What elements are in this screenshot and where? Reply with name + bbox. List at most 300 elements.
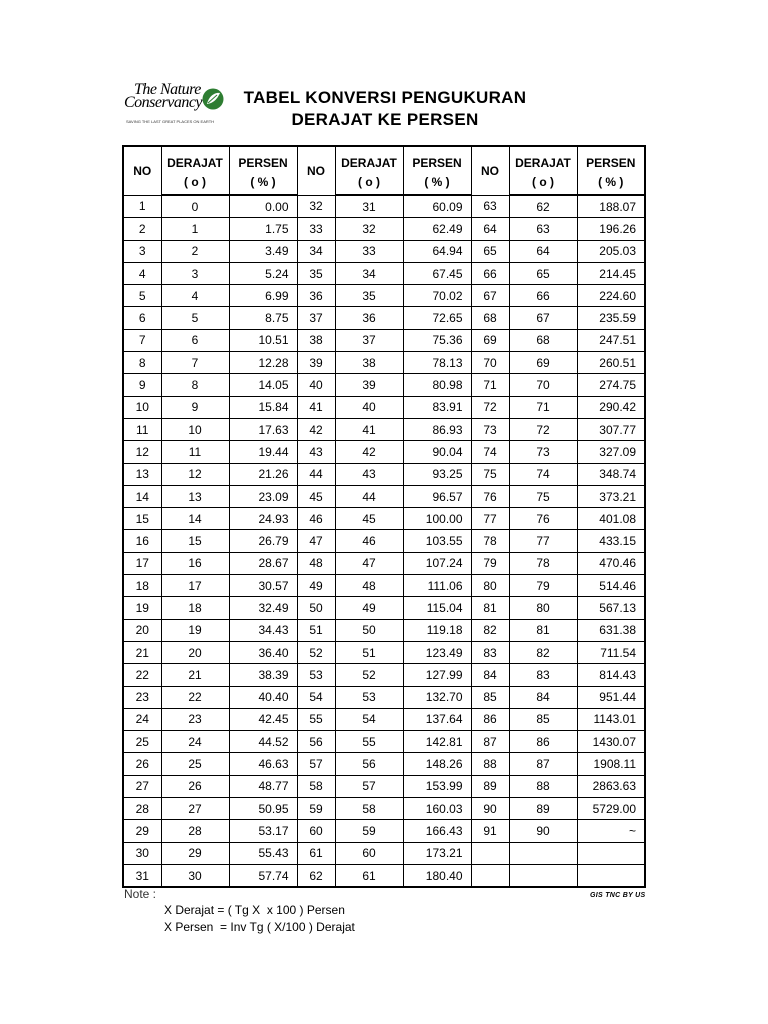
logo-tagline: SAVING THE LAST GREAT PLACES ON EARTH xyxy=(126,119,215,124)
cell-no: 67 xyxy=(471,285,509,307)
cell-persen: 24.93 xyxy=(229,508,297,530)
table-row xyxy=(123,329,645,351)
cell-derajat: 27 xyxy=(161,798,229,820)
table-row xyxy=(123,352,645,374)
cell-derajat: 60 xyxy=(335,842,403,864)
cell-no: 30 xyxy=(123,842,161,864)
cell-no: 64 xyxy=(471,218,509,240)
table-row xyxy=(123,753,645,775)
cell-persen: 8.75 xyxy=(229,307,297,329)
cell-derajat: 34 xyxy=(335,262,403,284)
cell-no: 1 xyxy=(123,195,161,218)
header-persen-unit: ( % ) xyxy=(403,170,471,195)
cell-persen: 5.24 xyxy=(229,262,297,284)
cell-derajat: 22 xyxy=(161,686,229,708)
table-row xyxy=(123,307,645,329)
cell-no: 66 xyxy=(471,262,509,284)
cell-persen: 93.25 xyxy=(403,463,471,485)
table-row xyxy=(123,552,645,574)
table-row xyxy=(123,262,645,284)
cell-no: 32 xyxy=(297,195,335,218)
cell-no: 40 xyxy=(297,374,335,396)
cell-persen: 166.43 xyxy=(403,820,471,842)
page-title xyxy=(224,87,546,131)
cell-no: 11 xyxy=(123,418,161,440)
cell-derajat: 20 xyxy=(161,641,229,663)
cell-no: 79 xyxy=(471,552,509,574)
cell-persen: 48.77 xyxy=(229,775,297,797)
cell-no: 29 xyxy=(123,820,161,842)
cell-persen: 1908.11 xyxy=(577,753,645,775)
cell-persen: 142.81 xyxy=(403,731,471,753)
cell-persen: 514.46 xyxy=(577,575,645,597)
table-row xyxy=(123,195,645,218)
cell-persen: 67.45 xyxy=(403,262,471,284)
header-derajat: DERAJAT xyxy=(161,146,229,170)
cell-derajat: 7 xyxy=(161,352,229,374)
cell-persen: 14.05 xyxy=(229,374,297,396)
table-row xyxy=(123,686,645,708)
cell-persen: 36.40 xyxy=(229,641,297,663)
cell-derajat: 1 xyxy=(161,218,229,240)
cell-no: 35 xyxy=(297,262,335,284)
cell-persen: 470.46 xyxy=(577,552,645,574)
cell-derajat: 85 xyxy=(509,708,577,730)
cell-no: 51 xyxy=(297,619,335,641)
cell-derajat xyxy=(509,864,577,887)
cell-no: 45 xyxy=(297,485,335,507)
cell-persen: 173.21 xyxy=(403,842,471,864)
cell-derajat: 59 xyxy=(335,820,403,842)
cell-no: 77 xyxy=(471,508,509,530)
cell-derajat: 15 xyxy=(161,530,229,552)
cell-no: 61 xyxy=(297,842,335,864)
cell-derajat: 66 xyxy=(509,285,577,307)
header-derajat: DERAJAT xyxy=(509,146,577,170)
cell-derajat: 35 xyxy=(335,285,403,307)
cell-derajat: 53 xyxy=(335,686,403,708)
cell-persen: 44.52 xyxy=(229,731,297,753)
cell-derajat: 62 xyxy=(509,195,577,218)
header-no: NO xyxy=(471,146,509,195)
cell-derajat: 45 xyxy=(335,508,403,530)
cell-no: 52 xyxy=(297,641,335,663)
cell-no: 19 xyxy=(123,597,161,619)
cell-persen: 433.15 xyxy=(577,530,645,552)
cell-derajat: 13 xyxy=(161,485,229,507)
cell-no: 82 xyxy=(471,619,509,641)
cell-no: 8 xyxy=(123,352,161,374)
header-persen-unit: ( % ) xyxy=(229,170,297,195)
logo-text-line1: The Nature xyxy=(134,81,201,98)
title-line2: DERAJAT KE PERSEN xyxy=(291,110,479,129)
header-derajat-unit: ( o ) xyxy=(161,170,229,195)
cell-no: 24 xyxy=(123,708,161,730)
cell-derajat: 10 xyxy=(161,418,229,440)
cell-persen: 327.09 xyxy=(577,441,645,463)
cell-persen: 373.21 xyxy=(577,485,645,507)
cell-no: 68 xyxy=(471,307,509,329)
cell-persen: 401.08 xyxy=(577,508,645,530)
cell-derajat: 39 xyxy=(335,374,403,396)
cell-no: 12 xyxy=(123,441,161,463)
cell-no: 63 xyxy=(471,195,509,218)
cell-no: 31 xyxy=(123,864,161,887)
cell-derajat: 12 xyxy=(161,463,229,485)
header-persen: PERSEN xyxy=(577,146,645,170)
header-derajat-unit: ( o ) xyxy=(509,170,577,195)
cell-derajat: 14 xyxy=(161,508,229,530)
cell-persen: 21.26 xyxy=(229,463,297,485)
cell-no: 38 xyxy=(297,329,335,351)
cell-derajat: 17 xyxy=(161,575,229,597)
cell-persen: 26.79 xyxy=(229,530,297,552)
header-persen: PERSEN xyxy=(229,146,297,170)
cell-no: 28 xyxy=(123,798,161,820)
cell-persen: 23.09 xyxy=(229,485,297,507)
cell-derajat: 9 xyxy=(161,396,229,418)
header-persen: PERSEN xyxy=(403,146,471,170)
cell-no: 34 xyxy=(297,240,335,262)
cell-persen: 160.03 xyxy=(403,798,471,820)
cell-persen: 34.43 xyxy=(229,619,297,641)
cell-no: 33 xyxy=(297,218,335,240)
cell-no: 58 xyxy=(297,775,335,797)
title-line1: TABEL KONVERSI PENGUKURAN xyxy=(243,88,527,107)
table-row xyxy=(123,441,645,463)
cell-no: 7 xyxy=(123,329,161,351)
cell-persen: 307.77 xyxy=(577,418,645,440)
cell-persen: 153.99 xyxy=(403,775,471,797)
cell-persen: 62.49 xyxy=(403,218,471,240)
cell-persen: 290.42 xyxy=(577,396,645,418)
cell-derajat: 44 xyxy=(335,485,403,507)
cell-no: 72 xyxy=(471,396,509,418)
cell-no: 6 xyxy=(123,307,161,329)
cell-derajat: 81 xyxy=(509,619,577,641)
cell-derajat: 58 xyxy=(335,798,403,820)
cell-no: 18 xyxy=(123,575,161,597)
cell-persen: 814.43 xyxy=(577,664,645,686)
table-row xyxy=(123,641,645,663)
cell-no: 41 xyxy=(297,396,335,418)
cell-persen: 83.91 xyxy=(403,396,471,418)
cell-persen: 235.59 xyxy=(577,307,645,329)
table-row xyxy=(123,463,645,485)
cell-persen: 567.13 xyxy=(577,597,645,619)
cell-no: 78 xyxy=(471,530,509,552)
cell-derajat: 46 xyxy=(335,530,403,552)
table-row xyxy=(123,485,645,507)
table-row xyxy=(123,775,645,797)
cell-derajat: 2 xyxy=(161,240,229,262)
cell-derajat: 57 xyxy=(335,775,403,797)
cell-persen: 6.99 xyxy=(229,285,297,307)
cell-persen: 0.00 xyxy=(229,195,297,218)
cell-no: 65 xyxy=(471,240,509,262)
cell-persen: 951.44 xyxy=(577,686,645,708)
table-row xyxy=(123,597,645,619)
cell-no: 36 xyxy=(297,285,335,307)
cell-persen: 15.84 xyxy=(229,396,297,418)
cell-derajat: 61 xyxy=(335,864,403,887)
cell-no: 44 xyxy=(297,463,335,485)
header-row xyxy=(123,146,645,170)
cell-no: 80 xyxy=(471,575,509,597)
cell-no: 59 xyxy=(297,798,335,820)
cell-no: 90 xyxy=(471,798,509,820)
cell-derajat: 78 xyxy=(509,552,577,574)
cell-derajat: 65 xyxy=(509,262,577,284)
cell-derajat: 24 xyxy=(161,731,229,753)
cell-no: 70 xyxy=(471,352,509,374)
cell-persen: 100.00 xyxy=(403,508,471,530)
cell-persen: 86.93 xyxy=(403,418,471,440)
cell-no: 5 xyxy=(123,285,161,307)
cell-persen: 75.36 xyxy=(403,329,471,351)
cell-no: 23 xyxy=(123,686,161,708)
cell-persen: 196.26 xyxy=(577,218,645,240)
cell-persen: 224.60 xyxy=(577,285,645,307)
cell-persen: 127.99 xyxy=(403,664,471,686)
cell-no: 2 xyxy=(123,218,161,240)
cell-derajat: 41 xyxy=(335,418,403,440)
cell-no: 91 xyxy=(471,820,509,842)
cell-no: 83 xyxy=(471,641,509,663)
cell-persen xyxy=(577,842,645,864)
cell-no: 21 xyxy=(123,641,161,663)
cell-derajat: 70 xyxy=(509,374,577,396)
cell-derajat: 50 xyxy=(335,619,403,641)
cell-no: 16 xyxy=(123,530,161,552)
cell-persen: 119.18 xyxy=(403,619,471,641)
cell-derajat: 75 xyxy=(509,485,577,507)
cell-derajat: 56 xyxy=(335,753,403,775)
cell-no: 48 xyxy=(297,552,335,574)
cell-no: 42 xyxy=(297,418,335,440)
cell-no: 56 xyxy=(297,731,335,753)
cell-persen: 137.64 xyxy=(403,708,471,730)
cell-no: 49 xyxy=(297,575,335,597)
cell-no: 47 xyxy=(297,530,335,552)
cell-no: 84 xyxy=(471,664,509,686)
cell-no: 54 xyxy=(297,686,335,708)
table-row xyxy=(123,731,645,753)
cell-derajat: 40 xyxy=(335,396,403,418)
cell-derajat: 80 xyxy=(509,597,577,619)
cell-no: 71 xyxy=(471,374,509,396)
cell-no: 26 xyxy=(123,753,161,775)
cell-no: 62 xyxy=(297,864,335,887)
cell-no: 74 xyxy=(471,441,509,463)
cell-persen: 40.40 xyxy=(229,686,297,708)
cell-derajat xyxy=(509,842,577,864)
cell-persen: 103.55 xyxy=(403,530,471,552)
cell-no: 53 xyxy=(297,664,335,686)
cell-derajat: 19 xyxy=(161,619,229,641)
cell-derajat: 6 xyxy=(161,329,229,351)
cell-persen: 107.24 xyxy=(403,552,471,574)
cell-derajat: 30 xyxy=(161,864,229,887)
cell-no: 85 xyxy=(471,686,509,708)
cell-no: 50 xyxy=(297,597,335,619)
cell-persen: 123.49 xyxy=(403,641,471,663)
cell-derajat: 86 xyxy=(509,731,577,753)
cell-persen: 60.09 xyxy=(403,195,471,218)
cell-persen: 55.43 xyxy=(229,842,297,864)
credit-text: GIS TNC BY US xyxy=(590,892,646,899)
cell-derajat: 51 xyxy=(335,641,403,663)
table-row xyxy=(123,418,645,440)
cell-no: 27 xyxy=(123,775,161,797)
cell-persen: 148.26 xyxy=(403,753,471,775)
header-derajat-unit: ( o ) xyxy=(335,170,403,195)
header-unit-row xyxy=(123,170,645,195)
cell-persen: ~ xyxy=(577,820,645,842)
header-persen-unit: ( % ) xyxy=(577,170,645,195)
cell-derajat: 29 xyxy=(161,842,229,864)
cell-persen: 30.57 xyxy=(229,575,297,597)
cell-persen: 17.63 xyxy=(229,418,297,440)
cell-derajat: 90 xyxy=(509,820,577,842)
cell-no: 43 xyxy=(297,441,335,463)
cell-no: 86 xyxy=(471,708,509,730)
cell-derajat: 83 xyxy=(509,664,577,686)
cell-derajat: 82 xyxy=(509,641,577,663)
table-row xyxy=(123,664,645,686)
cell-persen: 260.51 xyxy=(577,352,645,374)
cell-persen: 46.63 xyxy=(229,753,297,775)
table-row xyxy=(123,842,645,864)
cell-derajat: 48 xyxy=(335,575,403,597)
cell-persen: 5729.00 xyxy=(577,798,645,820)
cell-no: 22 xyxy=(123,664,161,686)
cell-persen: 3.49 xyxy=(229,240,297,262)
cell-no: 4 xyxy=(123,262,161,284)
cell-no: 20 xyxy=(123,619,161,641)
cell-no: 46 xyxy=(297,508,335,530)
cell-persen: 19.44 xyxy=(229,441,297,463)
cell-no xyxy=(471,842,509,864)
cell-derajat: 16 xyxy=(161,552,229,574)
cell-derajat: 33 xyxy=(335,240,403,262)
table-row xyxy=(123,575,645,597)
cell-persen: 10.51 xyxy=(229,329,297,351)
cell-derajat: 26 xyxy=(161,775,229,797)
cell-persen: 72.65 xyxy=(403,307,471,329)
table-row xyxy=(123,619,645,641)
cell-derajat: 64 xyxy=(509,240,577,262)
cell-no: 76 xyxy=(471,485,509,507)
cell-derajat: 5 xyxy=(161,307,229,329)
cell-persen: 32.49 xyxy=(229,597,297,619)
table-row xyxy=(123,708,645,730)
table-row xyxy=(123,240,645,262)
table-row xyxy=(123,396,645,418)
cell-persen: 631.38 xyxy=(577,619,645,641)
table-header xyxy=(123,146,645,195)
cell-derajat: 77 xyxy=(509,530,577,552)
cell-persen: 1.75 xyxy=(229,218,297,240)
cell-derajat: 18 xyxy=(161,597,229,619)
cell-derajat: 32 xyxy=(335,218,403,240)
cell-persen: 205.03 xyxy=(577,240,645,262)
cell-derajat: 11 xyxy=(161,441,229,463)
table-body xyxy=(123,195,645,887)
cell-derajat: 47 xyxy=(335,552,403,574)
cell-persen: 53.17 xyxy=(229,820,297,842)
cell-persen: 80.98 xyxy=(403,374,471,396)
cell-derajat: 74 xyxy=(509,463,577,485)
cell-derajat: 0 xyxy=(161,195,229,218)
cell-no: 9 xyxy=(123,374,161,396)
cell-derajat: 38 xyxy=(335,352,403,374)
cell-derajat: 43 xyxy=(335,463,403,485)
conversion-table xyxy=(122,145,646,888)
cell-derajat: 37 xyxy=(335,329,403,351)
formula-derajat: X Derajat = ( Tg X x 100 ) Persen xyxy=(164,903,345,917)
cell-no: 3 xyxy=(123,240,161,262)
cell-persen: 96.57 xyxy=(403,485,471,507)
cell-derajat: 63 xyxy=(509,218,577,240)
table-row xyxy=(123,218,645,240)
cell-persen: 90.04 xyxy=(403,441,471,463)
table-row xyxy=(123,374,645,396)
cell-no: 81 xyxy=(471,597,509,619)
cell-derajat: 72 xyxy=(509,418,577,440)
cell-derajat: 71 xyxy=(509,396,577,418)
cell-no: 13 xyxy=(123,463,161,485)
cell-derajat: 42 xyxy=(335,441,403,463)
cell-derajat: 28 xyxy=(161,820,229,842)
header-derajat: DERAJAT xyxy=(335,146,403,170)
cell-derajat: 4 xyxy=(161,285,229,307)
cell-no: 10 xyxy=(123,396,161,418)
cell-no: 69 xyxy=(471,329,509,351)
cell-no xyxy=(471,864,509,887)
cell-derajat: 3 xyxy=(161,262,229,284)
table-row xyxy=(123,530,645,552)
cell-no: 73 xyxy=(471,418,509,440)
cell-derajat: 36 xyxy=(335,307,403,329)
cell-persen: 111.06 xyxy=(403,575,471,597)
logo-text-line2: Conservancy xyxy=(124,94,203,111)
cell-persen: 115.04 xyxy=(403,597,471,619)
cell-persen: 247.51 xyxy=(577,329,645,351)
cell-no: 57 xyxy=(297,753,335,775)
cell-derajat: 67 xyxy=(509,307,577,329)
cell-derajat: 21 xyxy=(161,664,229,686)
cell-derajat: 76 xyxy=(509,508,577,530)
cell-persen: 214.45 xyxy=(577,262,645,284)
cell-persen: 28.67 xyxy=(229,552,297,574)
cell-derajat: 73 xyxy=(509,441,577,463)
cell-derajat: 69 xyxy=(509,352,577,374)
cell-persen: 42.45 xyxy=(229,708,297,730)
leaf-icon xyxy=(202,87,224,111)
cell-derajat: 49 xyxy=(335,597,403,619)
cell-persen: 1430.07 xyxy=(577,731,645,753)
cell-persen: 57.74 xyxy=(229,864,297,887)
cell-persen: 274.75 xyxy=(577,374,645,396)
table-row xyxy=(123,820,645,842)
cell-persen: 348.74 xyxy=(577,463,645,485)
cell-derajat: 31 xyxy=(335,195,403,218)
cell-persen: 1143.01 xyxy=(577,708,645,730)
cell-derajat: 25 xyxy=(161,753,229,775)
table-row xyxy=(123,508,645,530)
cell-no: 17 xyxy=(123,552,161,574)
